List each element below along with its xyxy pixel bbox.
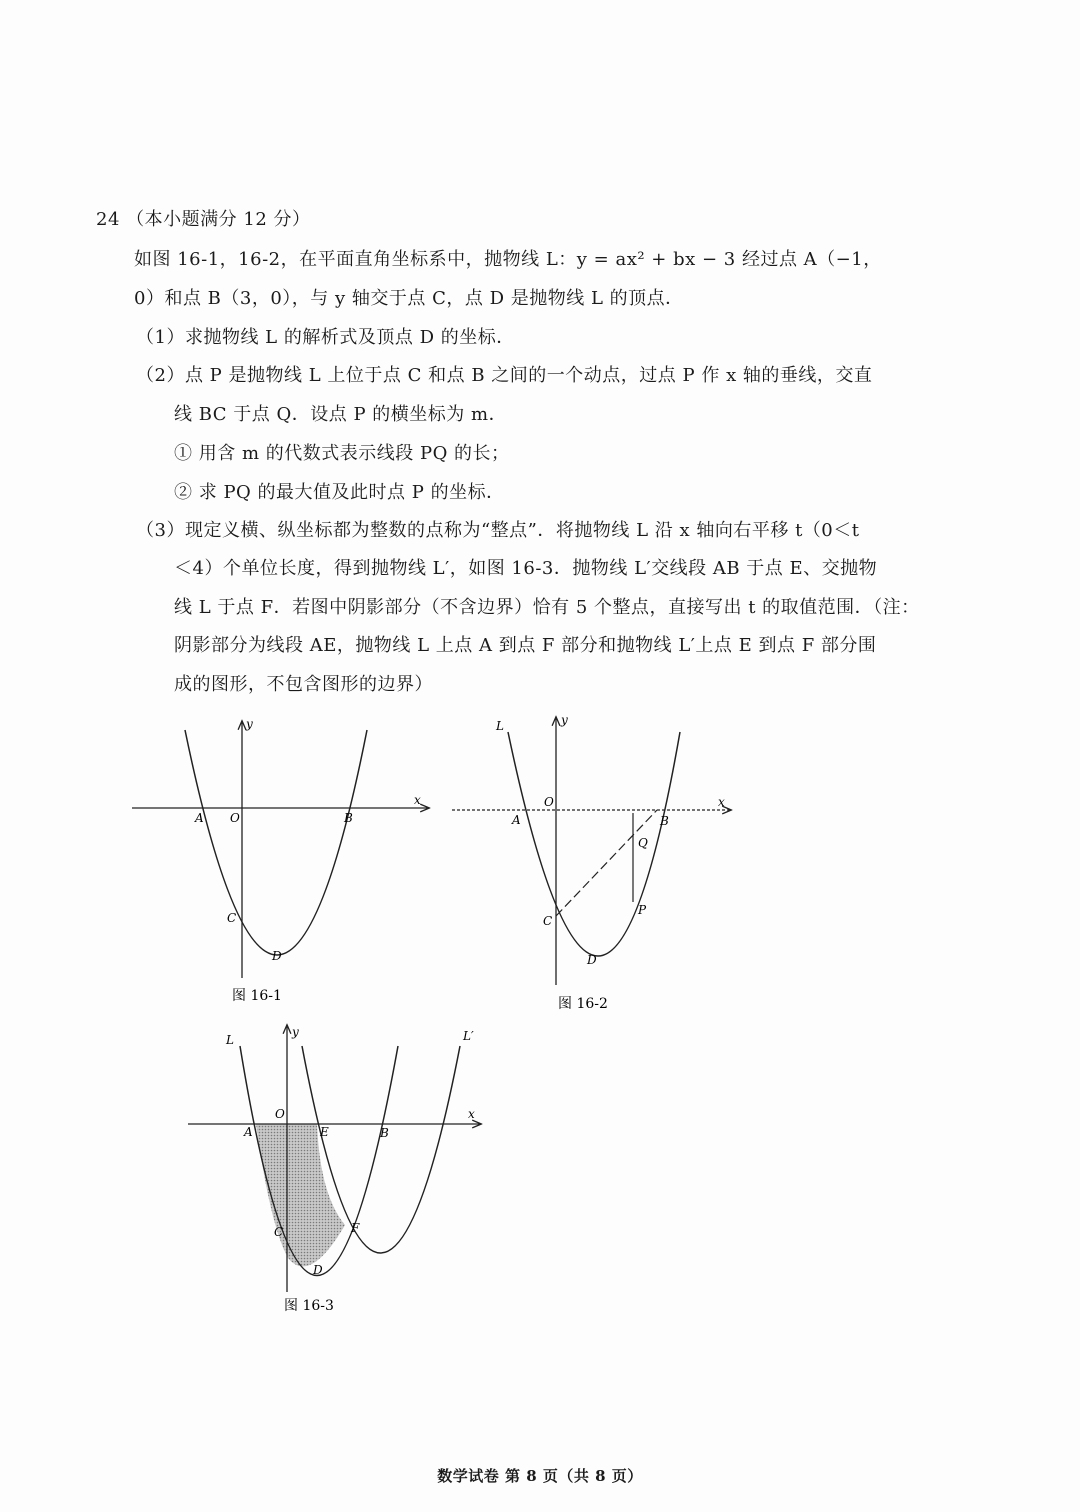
point-P-label: P [638, 903, 647, 917]
point-C-label: C [543, 914, 553, 928]
point-Q-label: Q [638, 836, 648, 850]
parabola-L [185, 730, 367, 955]
point-D-label: D [272, 949, 282, 963]
line-BC [556, 810, 657, 916]
point-B-label: B [660, 814, 669, 828]
score-note: （本小题满分 12 分） [126, 209, 311, 230]
part-1: （1）求抛物线 L 的解析式及顶点 D 的坐标． [136, 327, 515, 348]
part-2-sub-2: ② 求 PQ 的最大值及此时点 P 的坐标． [174, 482, 505, 503]
point-B-label: B [344, 811, 353, 825]
figure-16-1 [120, 710, 440, 1010]
point-D-label: D [587, 953, 597, 967]
point-C-label: C [227, 911, 237, 925]
question-stem-line-2: 0）和点 B（3，0），与 y 轴交于点 C，点 D 是抛物线 L 的顶点． [134, 288, 684, 309]
x-axis-label: x [414, 793, 421, 807]
question-number: 24 [96, 209, 120, 230]
part-2-line-1: （2）点 P 是抛物线 L 上位于点 C 和点 B 之间的一个动点，过点 P 作 x 轴的垂线，交直 [136, 365, 873, 386]
point-F-label: F [351, 1221, 360, 1235]
question-stem-line-1: 如图 16-1，16-2，在平面直角坐标系中，抛物线 L：y = ax² + bx − 3 经过点 A（−1， [134, 249, 882, 270]
point-A-label: A [195, 811, 204, 825]
curve-L-prime-label: L′ [463, 1029, 474, 1043]
part-3-line-1: （3）现定义横、纵坐标都为整数的点称为“整点”．将抛物线 L 沿 x 轴向右平移 t（0＜t [136, 520, 860, 541]
part-3-line-2: ＜4）个单位长度，得到抛物线 L′，如图 16-3．抛物线 L′交线段 AB 于点 E、交抛物 [174, 558, 878, 579]
curve-L-label: L [496, 719, 504, 733]
point-E-label: E [320, 1125, 329, 1139]
figure-caption: 图 16-1 [232, 988, 282, 1004]
point-O-label: O [544, 795, 554, 809]
part-3-line-5: 成的图形，不包含图形的边界） [174, 674, 433, 695]
point-O-label: O [275, 1107, 285, 1121]
point-A-label: A [244, 1125, 253, 1139]
part-3-line-4: 阴影部分为线段 AE，抛物线 L 上点 A 到点 F 部分和抛物线 L′上点 E 到点 F 部分围 [174, 635, 877, 656]
shaded-region [256, 1124, 345, 1266]
page-footer: 数学试卷 第 8 页（共 8 页） [437, 1467, 643, 1485]
point-D-label: D [313, 1263, 323, 1277]
point-B-label: B [380, 1126, 389, 1140]
part-2-line-2: 线 BC 于点 Q．设点 P 的横坐标为 m． [174, 404, 508, 425]
part-3-line-3: 线 L 于点 F．若图中阴影部分（不含边界）恰有 5 个整点，直接写出 t 的取值范围．（注： [174, 597, 920, 618]
point-O-label: O [230, 811, 240, 825]
parabola-L [508, 732, 680, 956]
point-C-label: C [274, 1225, 284, 1239]
figure-16-2 [450, 710, 750, 1020]
point-A-label: A [512, 813, 521, 827]
question-header [96, 208, 311, 232]
part-2-sub-1: ① 用含 m 的代数式表示线段 PQ 的长； [174, 443, 510, 464]
y-axis-label: y [246, 717, 253, 731]
x-axis-label: x [718, 795, 725, 809]
y-axis-label: y [561, 713, 568, 727]
x-axis-label: x [468, 1107, 475, 1121]
curve-L-label: L [226, 1033, 234, 1047]
figure-caption: 图 16-2 [558, 996, 608, 1012]
y-axis-label: y [292, 1025, 299, 1039]
figure-caption: 图 16-3 [284, 1298, 334, 1314]
figure-16-3 [180, 1020, 500, 1320]
